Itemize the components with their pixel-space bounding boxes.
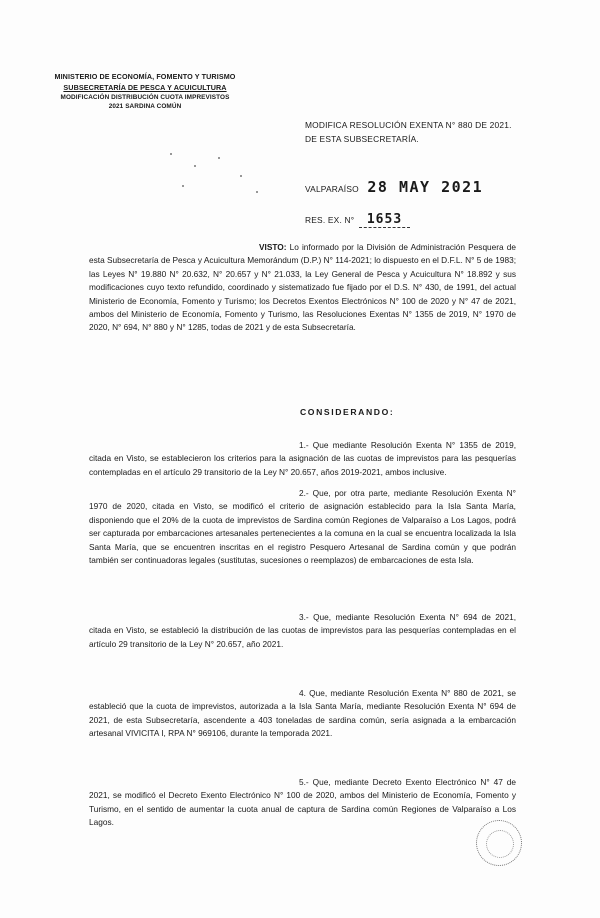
official-seal [476, 820, 522, 866]
visto-text: Lo informado por la División de Administración Pesquera de esta Subsecretaría de Pesca y Acuicultura Memorándum (D.P.) N° 114-2021; lo dispuesto en el D.F.L. N° 5 de 1983; las Leyes N° 19.880 N° 20.632, N° 20.657 y N° 21.033, la Ley General de Pesca y Acuicultura N° 18.892 y sus modificaciones cuyo texto refundido, coordinado y sistematizado fue fijado por el D.S. N° 430, de 1991, del actual Ministerio de Economía, Fomento y Turismo; los Decretos Exentos Electrónicos N° 100 de 2020 y N° 47 de 2021, ambos del Ministerio de Economía, Fomento y Turismo, las Resoluciones Exentas N° 1355 de 2019, N° 1970 de 2020, N° 694, N° 880 y N° 1285, todas de 2021 y de esta Subsecretaría. [89, 242, 516, 333]
reference-line-2: DE ESTA SUBSECRETARÍA. [305, 134, 419, 144]
resolution-number-value: 1653 [359, 212, 410, 228]
reference-block [305, 118, 565, 146]
considerando-paragraph-1 [89, 439, 516, 479]
paragraph-3-text: 3.- Que, mediante Resolución Exenta N° 694 de 2021, citada en Visto, se estableció la distribución de las cuotas de imprevistos para las pesquerías contempladas en el artículo 29 transitorio de la Ley N° 20.657, año 2021. [89, 612, 516, 649]
paragraph-5-text: 5.- Que, mediante Decreto Exento Electrónico N° 47 de 2021, se modificó el Decreto Exento Electrónico N° 100 de 2020, ambos del Ministerio de Economía, Fomento y Turismo, en el sentido de aumentar la cuota anual de captura de Sardina común Regiones de Valparaíso a Los Lagos. [89, 777, 516, 828]
reference-line-1: MODIFICA RESOLUCIÓN EXENTA N° 880 DE 2021. [305, 120, 512, 130]
considerando-title: CONSIDERANDO: [300, 407, 395, 417]
paragraph-1-text: 1.- Que mediante Resolución Exenta N° 1355 de 2019, citada en Visto, se establecieron los criterios para la asignación de las cuotas de imprevistos para las pesquerías contempladas en el artículo 29 transitorio de la Ley N° 20.657, años 2019-2021, ambos inclusive. [89, 440, 516, 477]
visto-paragraph [89, 241, 516, 335]
place-date [305, 178, 483, 196]
resolution-label: RES. EX. N° [305, 215, 355, 225]
letterhead-subject: MODIFICACIÓN DISTRIBUCIÓN CUOTA IMPREVISTOS [60, 94, 230, 101]
city-label: VALPARAÍSO [305, 184, 359, 194]
scan-noise [160, 145, 270, 205]
visto-lead: VISTO: [259, 242, 287, 252]
paragraph-4-text: 4. Que, mediante Resolución Exenta N° 880 de 2021, se estableció que la cuota de imprevistos, autorizada a la Isla Santa María, mediante Resolución Exenta N° 694 de 2021, de esta Subsecretaría, ascendente a 403 toneladas de sardina común, sería asignada a la embarcación artesanal VIVICITA I, RPA N° 969106, durante la temporada 2021. [89, 688, 516, 739]
considerando-paragraph-4 [89, 687, 516, 741]
considerando-paragraph-2 [89, 487, 516, 567]
date-stamp: 28 MAY 2021 [367, 178, 484, 196]
letterhead [30, 72, 260, 111]
letterhead-subject-2: 2021 SARDINA COMÚN [108, 103, 182, 110]
letterhead-subsecretaria: SUBSECRETARÍA DE PESCA Y ACUICULTURA [63, 82, 227, 92]
letterhead-ministry: MINISTERIO DE ECONOMÍA, FOMENTO Y TURISMO [54, 72, 236, 81]
considerando-paragraph-3 [89, 611, 516, 651]
paragraph-2-text: 2.- Que, por otra parte, mediante Resolución Exenta N° 1970 de 2020, citada en Visto, se modificó el criterio de asignación establecido para la Isla Santa María, disponiendo que el 20% de la cuota de imprevistos de Sardina común Regiones de Valparaíso a Los Lagos, podrá ser capturada por embarcaciones artesanales pertenecientes a la comuna en la cual se encuentra localizada la Isla Santa María, que se encuentren inscritas en el registro Pesquero Artesanal de Sardina común y que podrán también ser continuadoras legales (sustitutas, sucesiones o reemplazos) de embarcaciones de esta Isla. [89, 488, 516, 566]
considerando-paragraph-5 [89, 776, 516, 830]
resolution-number [305, 212, 410, 227]
